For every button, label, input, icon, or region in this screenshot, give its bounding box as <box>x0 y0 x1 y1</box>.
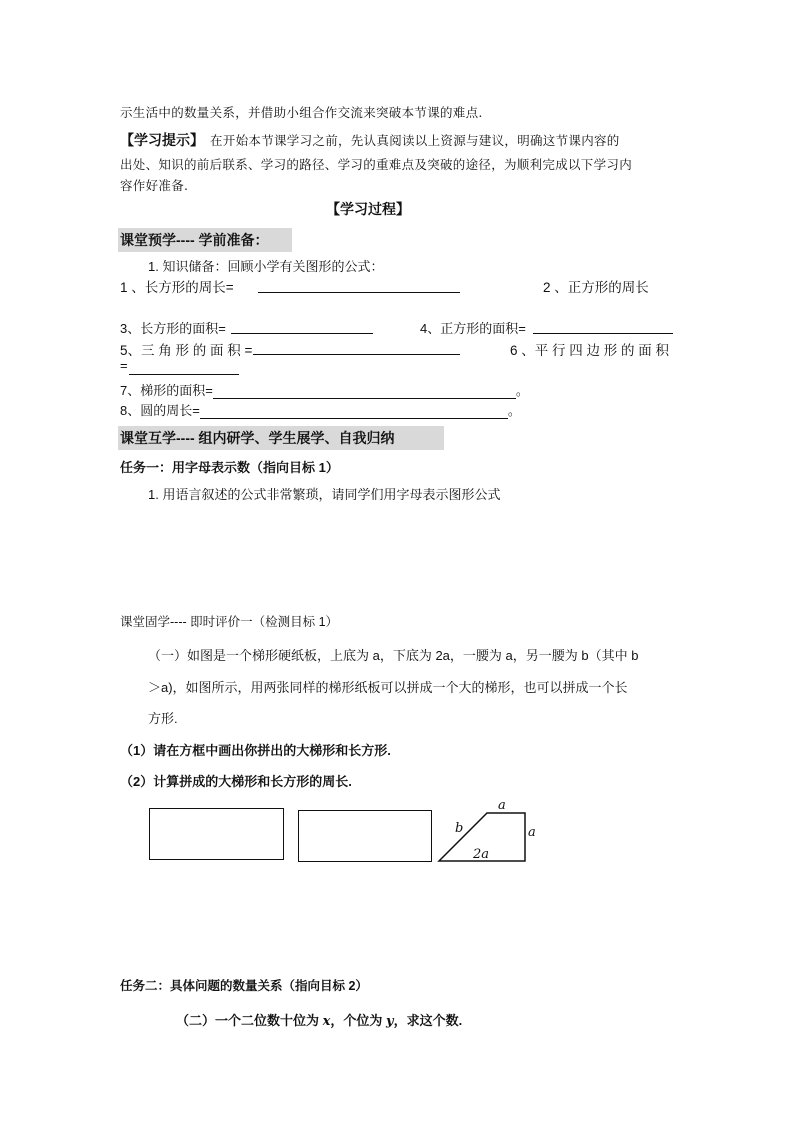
intro-line: 示生活中的数量关系，并借助小组合作交流来突破本节课的难点. <box>120 105 483 120</box>
study-tip-text-1: 在开始本节课学习之前，先认真阅读以上资源与建议，明确这节课内容的 <box>210 133 620 148</box>
label-right: a <box>528 825 536 840</box>
var-y: y <box>386 1014 394 1029</box>
formula-trapezoid-area <box>120 380 529 399</box>
formula-rect-perimeter: 1 、长方形的周长= <box>120 280 234 295</box>
drawing-box-rectangle[interactable] <box>298 810 432 862</box>
label-bottom: 2a <box>473 847 490 862</box>
formula-circle-end: 。 <box>507 403 521 418</box>
formula-circle-label: 8、圆的周长= <box>120 403 200 418</box>
blank-line-8 <box>200 405 508 419</box>
formula-parallelogram-area: 6 、平 行 四 边 形 的 面 积 <box>510 343 670 358</box>
task2-text-c: ，求这个数. <box>393 1013 463 1028</box>
var-x: x <box>322 1014 331 1029</box>
label-top: a <box>498 798 506 813</box>
blank-line-1 <box>258 292 460 293</box>
blank-line-7 <box>213 385 516 399</box>
task2-problem <box>176 1010 462 1029</box>
blank-line-6 <box>129 374 239 375</box>
preview-heading: 课堂预学---- 学前准备： <box>118 228 292 252</box>
formula-triangle-area: 5、三 角 形 的 面 积 = <box>120 343 253 358</box>
label-left: b <box>455 821 464 836</box>
task1-title: 任务一：用字母表示数（指向目标 1） <box>120 460 339 475</box>
interact-heading: 课堂互学---- 组内研学、学生展学、自我归纳 <box>118 426 444 450</box>
task1-item: 1. 用语言叙述的公式非常繁琐，请同学们用字母表示图形公式 <box>148 487 501 502</box>
study-tip-line-1 <box>120 130 620 150</box>
blank-line-5 <box>253 354 460 355</box>
task2-text-b: ，个位为 <box>330 1013 387 1028</box>
formula-circle-perimeter <box>120 400 521 419</box>
question-1: （1）请在方框中画出你拼出的大梯形和长方形. <box>120 743 391 758</box>
task2-text-a: （二）一个二位数十位为 <box>176 1013 323 1028</box>
consolidate-p3: 方形. <box>148 711 178 726</box>
knowledge-reserve: 1. 知识储备：回顾小学有关图形的公式： <box>148 259 384 274</box>
blank-line-3 <box>231 333 373 334</box>
consolidate-p1: （一）如图是一个梯形硬纸板，上底为 a，下底为 2a，一腰为 a，另一腰为 b（其中 b <box>148 648 639 663</box>
process-title: 【学习过程】 <box>326 201 410 217</box>
task2-title: 任务二：具体问题的数量关系（指向目标 2） <box>120 979 368 993</box>
formula-square-area: 4、正方形的面积= <box>420 321 526 336</box>
trapezoid-figure <box>430 792 550 872</box>
blank-line-4 <box>533 333 673 334</box>
consolidate-p2: ＞a)，如图所示，用两张同样的梯形纸板可以拼成一个大的梯形，也可以拼成一个长 <box>148 680 628 695</box>
study-tip-line-3: 容作好准备. <box>120 178 189 193</box>
consolidate-title: 课堂固学---- 即时评价一（检测目标 1） <box>120 615 339 629</box>
question-2: （2）计算拼成的大梯形和长方形的周长. <box>120 774 352 789</box>
formula-square-perimeter: 2 、正方形的周长 <box>543 280 649 295</box>
drawing-box-trapezoid[interactable] <box>149 808 284 860</box>
study-tip-line-2: 出处、知识的前后联系、学习的路径、学习的重难点及突破的途径，为顺利完成以下学习内 <box>120 157 633 172</box>
formula-trapezoid-end: 。 <box>515 383 529 398</box>
formula-rect-area: 3、长方形的面积= <box>120 321 226 336</box>
study-tip-label: 【学习提示】 <box>120 132 204 148</box>
formula-parallelogram-eq: = <box>120 358 128 373</box>
formula-trapezoid-label: 7、梯形的面积= <box>120 383 213 398</box>
